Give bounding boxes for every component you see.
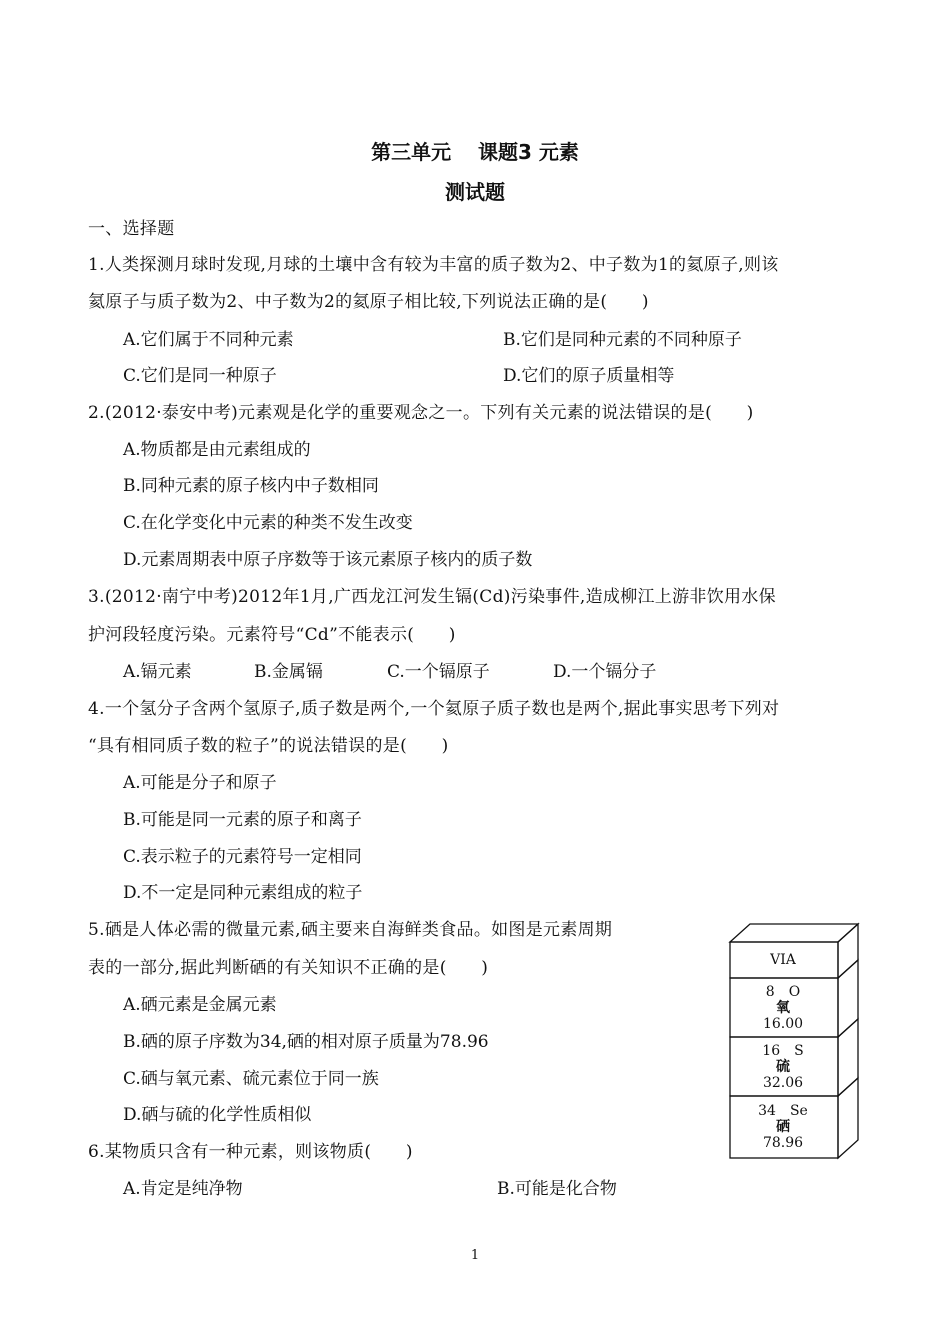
page-number: 1 [470, 1248, 480, 1263]
q4-option-d: D.不一定是同种元素组成的粒子 [123, 883, 363, 903]
selenium-number-symbol: 34 Se [758, 1103, 808, 1119]
q3-stem-line1: 3.(2012·南宁中考)2012年1月,广西龙江河发生镉(Cd)污染事件,造成柳江上游非饮用水保 [88, 587, 776, 607]
q2-option-a: A.物质都是由元素组成的 [123, 440, 311, 460]
q5-option-c: C.硒与氧元素、硫元素位于同一族 [123, 1069, 379, 1089]
q1-stem-line1: 1.人类探测月球时发现,月球的土壤中含有较为丰富的质子数为2、中子数为1的氦原子,则该 [88, 255, 779, 275]
doc-subtitle: 测试题 [445, 180, 505, 204]
q3-stem-line2: 护河段轻度污染。元素符号“Cd”不能表示( ) [88, 625, 456, 645]
q5-stem-line2: 表的一部分,据此判断硒的有关知识不正确的是( ) [88, 958, 489, 978]
q2-option-b: B.同种元素的原子核内中子数相同 [123, 476, 379, 496]
q2-option-d: D.元素周期表中原子序数等于该元素原子核内的质子数 [123, 550, 533, 570]
oxygen-number-symbol: 8 O [765, 984, 801, 1000]
q2-option-c: C.在化学变化中元素的种类不发生改变 [123, 513, 413, 533]
q4-option-c: C.表示粒子的元素符号一定相同 [123, 847, 362, 867]
periodic-table-figure [728, 922, 862, 1162]
q5-option-a: A.硒元素是金属元素 [123, 995, 277, 1015]
q5-stem-line1: 5.硒是人体必需的微量元素,硒主要来自海鲜类食品。如图是元素周期 [88, 920, 613, 940]
q6-stem-line1: 6.某物质只含有一种元素，则该物质( ) [88, 1142, 413, 1162]
q6-option-a: A.肯定是纯净物 [123, 1179, 243, 1199]
selenium-mass: 78.96 [762, 1135, 804, 1151]
q5-option-b: B.硒的原子序数为34,硒的相对原子质量为78.96 [123, 1032, 489, 1052]
q5-option-d: D.硒与硫的化学性质相似 [123, 1105, 312, 1125]
q4-stem-line1: 4.一个氢分子含两个氢原子,质子数是两个,一个氦原子质子数也是两个,据此事实思考下列对 [88, 699, 780, 719]
q1-stem-line2: 氦原子与质子数为2、中子数为2的氦原子相比较,下列说法正确的是( ) [88, 292, 649, 312]
q6-option-b: B.可能是化合物 [497, 1179, 617, 1199]
selenium-name: 硒 [776, 1119, 790, 1135]
q4-stem-line2: “具有相同质子数的粒子”的说法错误的是( ) [88, 736, 449, 756]
sulfur-mass: 32.06 [762, 1075, 804, 1091]
group-label: VIA [770, 952, 796, 968]
q4-option-b: B.可能是同一元素的原子和离子 [123, 810, 362, 830]
q3-option-c: C.一个镉原子 [387, 662, 490, 682]
q1-option-d: D.它们的原子质量相等 [503, 366, 675, 386]
q3-option-a: A.镉元素 [123, 662, 192, 682]
oxygen-name: 氧 [776, 1000, 790, 1016]
doc-title: 第三单元 课题3 元素 [371, 140, 579, 164]
q1-option-c: C.它们是同一种原子 [123, 366, 277, 386]
sulfur-name: 硫 [776, 1059, 790, 1075]
q2-stem-line1: 2.(2012·泰安中考)元素观是化学的重要观念之一。下列有关元素的说法错误的是( ) [88, 403, 754, 423]
q3-option-b: B.金属镉 [254, 662, 323, 682]
q1-option-b: B.它们是同种元素的不同种原子 [503, 330, 742, 350]
q3-option-d: D.一个镉分子 [553, 662, 657, 682]
q4-option-a: A.可能是分子和原子 [123, 773, 277, 793]
section-heading: 一、选择题 [88, 219, 175, 239]
q1-option-a: A.它们属于不同种元素 [123, 330, 294, 350]
sulfur-number-symbol: 16 S [762, 1043, 804, 1059]
oxygen-mass: 16.00 [762, 1016, 804, 1032]
